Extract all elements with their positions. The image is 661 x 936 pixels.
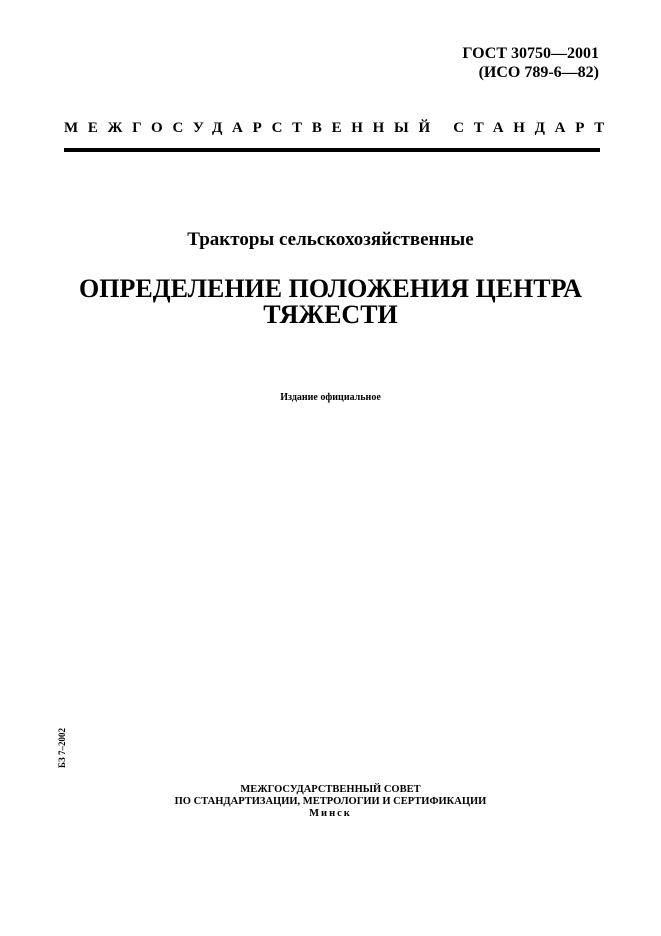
- header-divider: [64, 148, 600, 152]
- interstate-standard-label: МЕЖГОСУДАРСТВЕННЫЙ СТАНДАРТ: [64, 120, 614, 136]
- standard-number: ГОСТ 30750—2001: [462, 45, 599, 62]
- iso-reference: (ИСО 789-6—82): [478, 64, 599, 81]
- document-subtitle: Тракторы сельскохозяйственные: [187, 229, 474, 250]
- standard-designation: [462, 44, 599, 82]
- publisher-line-2: ПО СТАНДАРТИЗАЦИИ, МЕТРОЛОГИИ И СЕРТИФИКАЦИИ: [174, 796, 487, 807]
- document-title: [0, 276, 661, 328]
- publisher-block: [0, 784, 661, 820]
- publisher-city: Минск: [309, 808, 352, 819]
- title-line-2: ТЯЖЕСТИ: [263, 300, 398, 329]
- publisher-line-1: МЕЖГОСУДАРСТВЕННЫЙ СОВЕТ: [240, 784, 421, 795]
- official-edition-label: Издание официальное: [280, 392, 381, 403]
- side-code: БЗ 7–2002: [57, 728, 67, 768]
- title-line-1: ОПРЕДЕЛЕНИЕ ПОЛОЖЕНИЯ ЦЕНТРА: [79, 274, 582, 303]
